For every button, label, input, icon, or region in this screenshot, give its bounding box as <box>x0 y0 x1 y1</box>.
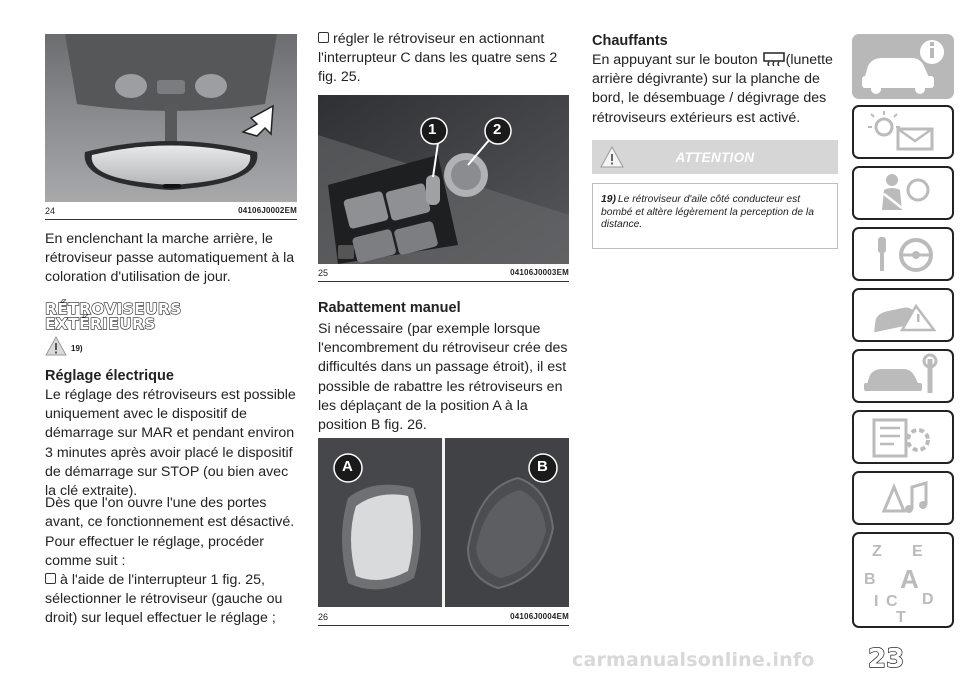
attention-box <box>592 183 838 249</box>
paragraph-text-before: En appuyant sur le bouton <box>592 52 758 68</box>
subheading-chauffants: Chauffants <box>592 33 668 49</box>
section-heading-line1: RÉTROVISEURS <box>45 300 182 318</box>
index-letter-t: T <box>896 609 906 626</box>
callout-A: A <box>342 458 353 475</box>
index-letter-d: D <box>922 591 934 608</box>
checkbox-bullet-icon <box>318 32 329 43</box>
callout-1: 1 <box>428 121 437 138</box>
key-steering-wheel-icon <box>854 229 952 279</box>
sidebar-tab-emergency[interactable] <box>852 288 954 342</box>
page-number: 23 <box>868 644 905 674</box>
car-crash-icon <box>854 290 952 340</box>
paragraph-text-after: (lunette arrière dégivrante) sur la planche de bord, le désembuage / dégivrage des rétroviseurs extérieurs est activé. <box>592 52 833 126</box>
section-heading-line2: EXTÉRIEURS <box>45 315 156 333</box>
sidebar-tab-car-info[interactable] <box>852 34 954 99</box>
sidebar-tab-warning-lights[interactable] <box>852 105 954 159</box>
figure-number: 25 <box>318 268 329 278</box>
index-letter-z: Z <box>872 543 882 560</box>
sidebar-tab-safety[interactable] <box>852 166 954 220</box>
watermark: carmanualsonline.info <box>572 649 815 671</box>
paragraph-desactive: Dès que l'on ouvre l'une des portes avant, ce fonctionnement est désactivé. <box>45 495 295 531</box>
figure-number: 26 <box>318 612 329 622</box>
figure-26-caption <box>318 612 569 622</box>
callout-B: B <box>537 458 548 475</box>
sidebar-tab-index[interactable] <box>852 532 954 628</box>
attention-reference: 19) <box>601 194 616 205</box>
figure-25-rule <box>318 281 569 282</box>
figure-26-rule <box>318 625 569 626</box>
intro-paragraph: En enclenchant la marche arrière, le rétroviseur passe automatiquement à la coloration d'utilisation de jour. <box>45 231 295 286</box>
index-letter-b: B <box>864 571 876 588</box>
bullet-text: à l'aide de l'interrupteur 1 fig. 25, sélectionner le rétroviseur (gauche ou droit) sur lequel effectuer le réglage ; <box>45 572 283 627</box>
sidebar-tab-starting-driving[interactable] <box>852 227 954 281</box>
figure-24-caption <box>45 206 297 216</box>
figure-25-switch-panel <box>318 95 569 264</box>
figure-24-rule <box>45 219 297 220</box>
figure-code: 04106J0003EM <box>510 268 569 277</box>
car-wrench-icon <box>854 351 952 401</box>
figure-code: 04106J0002EM <box>238 206 297 215</box>
bullet-item-1 <box>45 571 297 629</box>
subheading-reglage-electrique: Réglage électrique <box>45 368 174 384</box>
sidebar-tab-maintenance[interactable] <box>852 349 954 403</box>
figure-number: 24 <box>45 206 56 216</box>
sidebar-tab-multimedia[interactable] <box>852 471 954 525</box>
bullet-item-2 <box>318 30 570 88</box>
callout-2: 2 <box>493 121 502 138</box>
sidebar-tab-specifications[interactable] <box>852 410 954 464</box>
figure-code: 04106J0004EM <box>510 612 569 621</box>
index-letter-i: I <box>874 593 879 610</box>
attention-header <box>592 140 838 174</box>
airbag-seatbelt-icon <box>854 168 952 218</box>
multimedia-icon <box>854 473 952 523</box>
paragraph-reglage: Le réglage des rétroviseurs est possible uniquement avec le dispositif de démarrage sur MAR et pendant environ 3 minutes après avoir placé le dispositif de démarrage sur STOP (ou bien avec la clé extraite). <box>45 387 296 500</box>
subheading-rabattement-manuel: Rabattement manuel <box>318 300 461 316</box>
bullet-text: régler le rétroviseur en actionnant l'interrupteur C dans les quatre sens 2 fig. 25. <box>318 31 558 86</box>
index-letters-icon <box>854 534 952 626</box>
figure-26-mirror-positions <box>318 438 569 607</box>
paragraph-procedure: Pour effectuer le réglage, procéder comme suit : <box>45 534 264 570</box>
figure-25-caption <box>318 268 569 278</box>
index-letter-a: A <box>900 564 919 594</box>
warning-lights-message-icon <box>854 107 952 157</box>
index-letter-e: E <box>912 543 923 560</box>
checkbox-bullet-icon <box>45 573 56 584</box>
attention-text: Le rétroviseur d'aile côté conducteur est bombé et altère légèrement la perception de la distance. <box>601 194 814 230</box>
warning-reference: 19) <box>71 344 83 353</box>
attention-label: ATTENTION <box>675 150 755 165</box>
paragraph-rabattement: Si nécessaire (par exemple lorsque l'encombrement du rétroviseur crée des difficultés dans un passage étroit), il est possible de rabattre les rétroviseurs en les déplaçant de la position A à la position B fig. 26. <box>318 321 568 434</box>
paragraph-chauffants <box>592 51 840 128</box>
warning-icon <box>45 336 67 356</box>
specifications-gear-icon <box>854 412 952 462</box>
rear-defrost-icon <box>763 52 785 66</box>
car-info-icon <box>852 34 954 99</box>
index-letter-c: C <box>886 593 898 610</box>
figure-24-interior-mirror <box>45 34 297 202</box>
